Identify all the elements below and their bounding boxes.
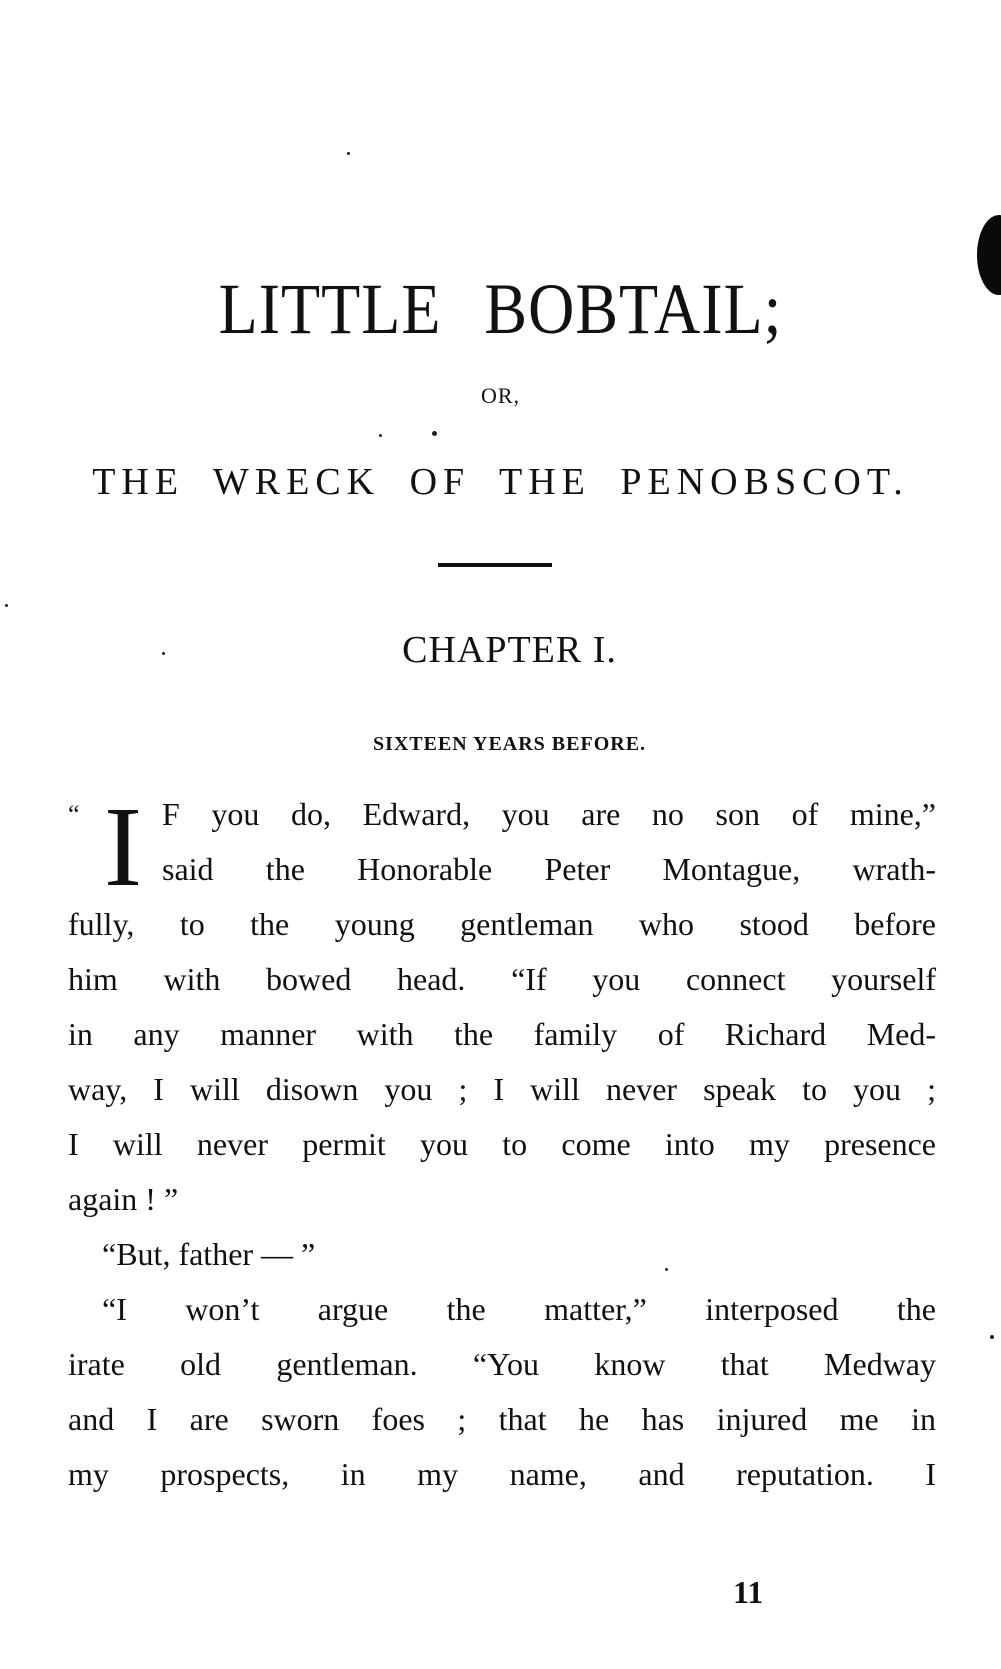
text-line: fully, to the young gentleman who stood before — [68, 906, 936, 942]
book-alternate-title: THE WRECK OF THE PENOBSCOT. — [92, 461, 909, 503]
ink-speck — [432, 431, 437, 436]
ink-speck — [347, 152, 350, 155]
text-line: F you do, Edward, you are no son of mine,” — [162, 796, 936, 832]
text-line: my prospects, in my name, and reputation. I — [68, 1456, 936, 1492]
text-line: “But, father — ” — [102, 1236, 316, 1272]
text-line: I will never permit you to come into my presence — [68, 1126, 936, 1162]
title-conjunction: OR, — [480, 383, 521, 408]
text-line: again ! ” — [68, 1181, 179, 1217]
text-line: “I won’t argue the matter,” interposed the — [102, 1291, 936, 1327]
text-line: way, I will disown you ; I will never speak to you ; — [68, 1071, 936, 1107]
ink-speck — [5, 604, 8, 607]
drop-cap-letter: I — [104, 783, 142, 910]
text-line: irate old gentleman. “You know that Medway — [68, 1346, 936, 1382]
ink-speck — [990, 1335, 994, 1339]
text-line: said the Honorable Peter Montague, wrath- — [162, 851, 936, 887]
ink-speck — [379, 434, 382, 437]
text-line: him with bowed head. “If you connect yourself — [68, 961, 936, 997]
chapter-heading: CHAPTER I. — [402, 629, 617, 671]
chapter-body-text — [68, 783, 936, 1502]
book-title: LITTLE BOBTAIL; — [218, 269, 783, 349]
chapter-subheading: SIXTEEN YEARS BEFORE. — [372, 733, 647, 755]
page-number: 11 — [733, 1574, 764, 1610]
text-line: and I are sworn foes ; that he has injured me in — [68, 1401, 936, 1437]
opening-quote-mark: “ — [68, 800, 80, 829]
text-line: in any manner with the family of Richard Med- — [68, 1016, 936, 1052]
title-divider-rule — [438, 563, 552, 567]
